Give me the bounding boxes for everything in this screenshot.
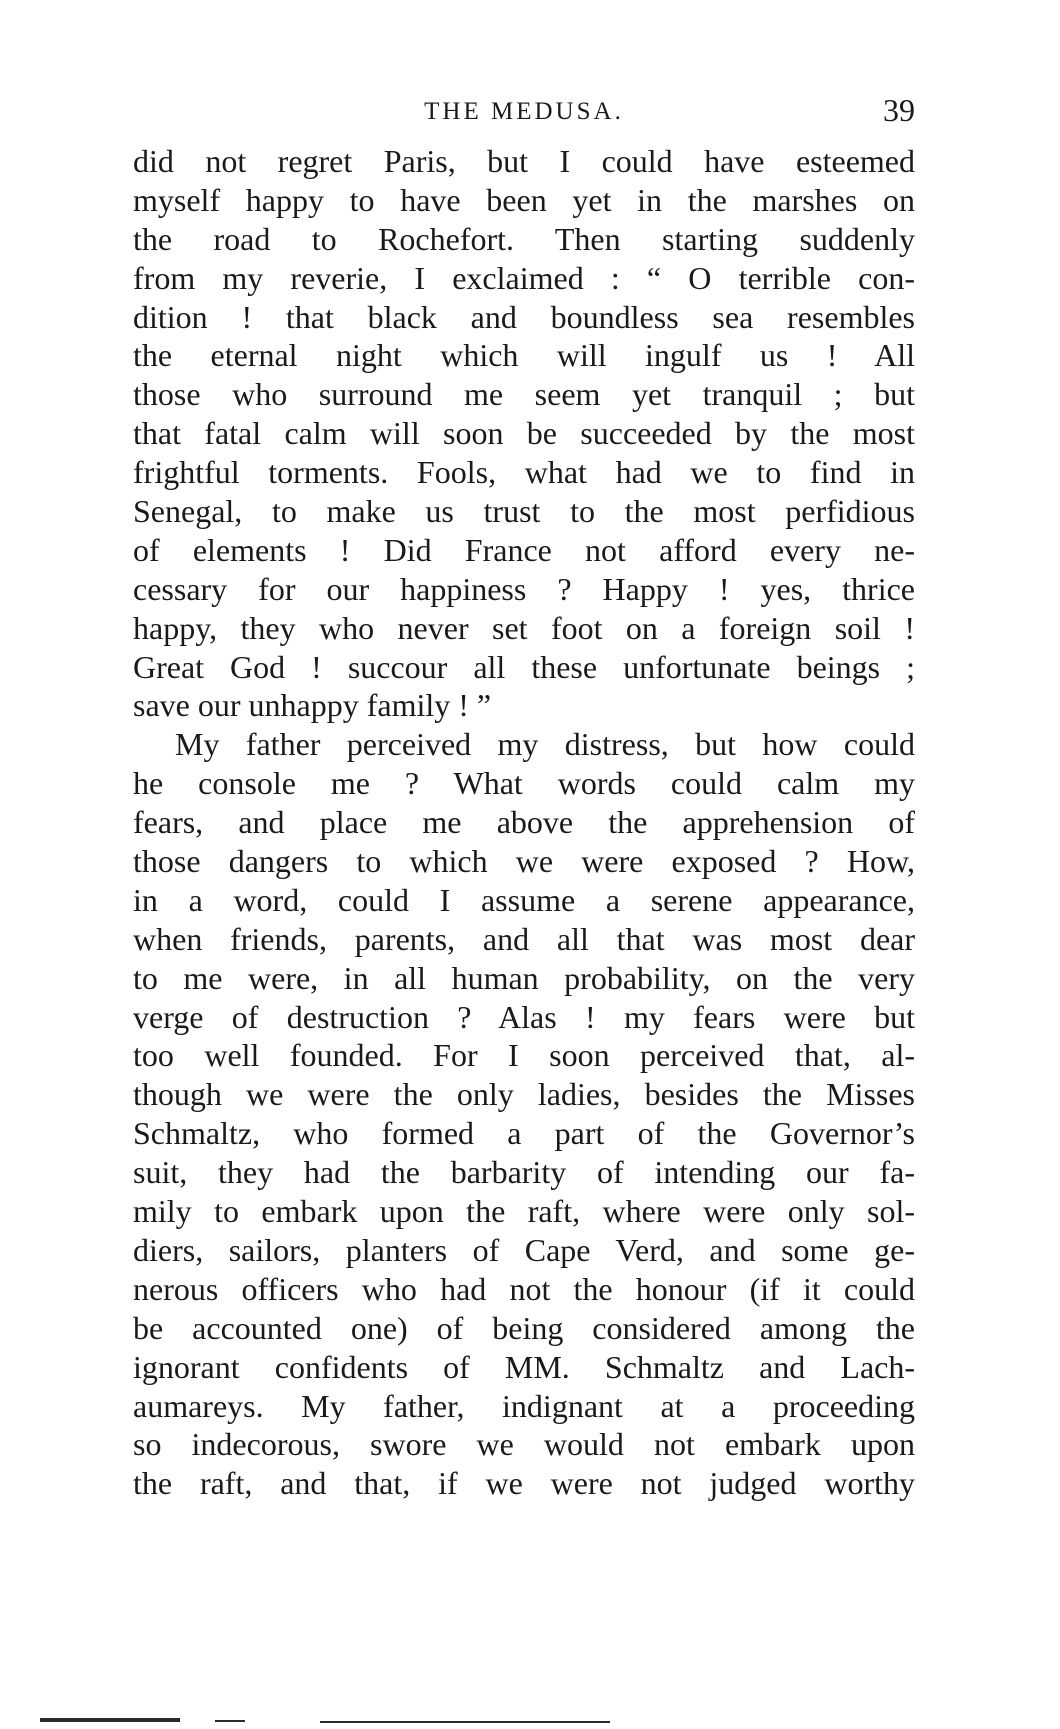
text-line: he console me ? What words could calm my — [133, 765, 915, 802]
text-line: the eternal night which will ingulf us ! All — [133, 337, 915, 374]
text-line: Schmaltz, who formed a part of the Governor’s — [133, 1115, 915, 1152]
text-line: Senegal, to make us trust to the most perfidious — [133, 493, 915, 530]
text-line: from my reverie, I exclaimed : “ O terrible con- — [133, 259, 915, 296]
text-line: too well founded. For I soon perceived that, al- — [133, 1037, 915, 1074]
text-line: the raft, and that, if we were not judged worthy — [133, 1465, 915, 1502]
text-line: myself happy to have been yet in the marshes on — [133, 181, 915, 218]
text-line: verge of destruction ? Alas ! my fears were but — [133, 998, 915, 1035]
text-line: diers, sailors, planters of Cape Verd, and some ge- — [133, 1231, 915, 1268]
text-line: aumareys. My father, indignant at a proceeding — [133, 1387, 915, 1424]
text-line: of elements ! Did France not afford every ne- — [133, 531, 915, 568]
text-line: nerous officers who had not the honour (if it could — [133, 1270, 915, 1307]
page-number: 39 — [883, 92, 915, 128]
text-line: when friends, parents, and all that was most dear — [133, 920, 915, 957]
text-line: those who surround me seem yet tranquil ; but — [133, 376, 915, 413]
text-line: happy, they who never set foot on a foreign soil ! — [133, 609, 915, 646]
text-line: ignorant confidents of MM. Schmaltz and Lach- — [133, 1348, 915, 1385]
text-line: to me were, in all human probability, on the very — [133, 959, 915, 996]
text-line: save our unhappy family ! ” — [133, 687, 492, 724]
text-line: cessary for our happiness ? Happy ! yes, thrice — [133, 570, 915, 607]
running-head — [133, 92, 915, 132]
text-line: did not regret Paris, but I could have esteemed — [133, 143, 915, 179]
text-line: be accounted one) of being considered among the — [133, 1309, 915, 1346]
text-line: so indecorous, swore we would not embark upon — [133, 1426, 915, 1463]
text-line: dition ! that black and boundless sea resembles — [133, 298, 915, 335]
body-text — [133, 142, 915, 1503]
text-line: in a word, could I assume a serene appearance, — [133, 881, 915, 918]
text-line: My father perceived my distress, but how could — [175, 726, 915, 763]
text-line: mily to embark upon the raft, where were only sol- — [133, 1193, 915, 1230]
running-title: THE MEDUSA. — [424, 98, 624, 125]
text-line: Great God ! succour all these unfortunate beings ; — [133, 648, 915, 685]
text-line: fears, and place me above the apprehension of — [133, 804, 915, 841]
text-line: the road to Rochefort. Then starting suddenly — [133, 220, 915, 257]
print-artifact-marks — [0, 1716, 1060, 1726]
text-line: those dangers to which we were exposed ? How, — [133, 843, 915, 880]
text-line: frightful torments. Fools, what had we to find in — [133, 454, 915, 491]
text-line: that fatal calm will soon be succeeded by the most — [133, 415, 915, 452]
text-line: though we were the only ladies, besides the Misses — [133, 1076, 915, 1113]
text-line: suit, they had the barbarity of intending our fa- — [133, 1154, 915, 1191]
